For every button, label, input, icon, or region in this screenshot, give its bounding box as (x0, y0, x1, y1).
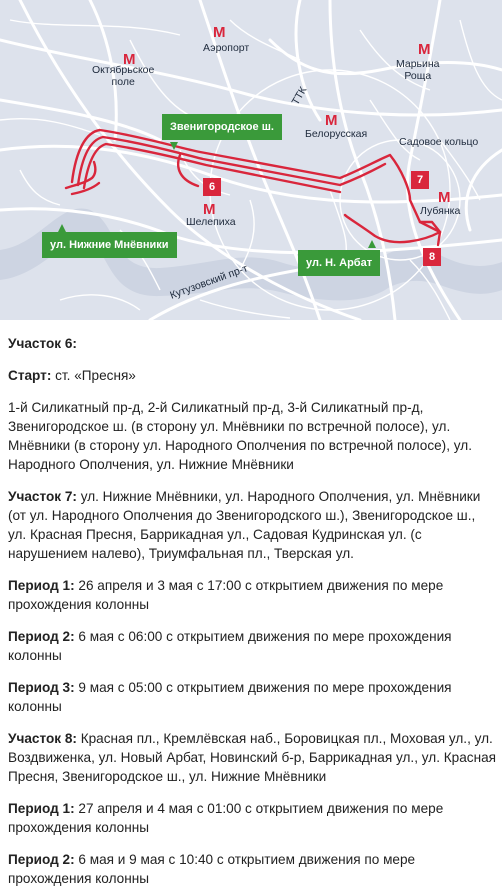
s7-period3-label: Период 3: (8, 680, 75, 695)
s8-period2-value: 6 мая и 9 мая с 10:40 с открытием движения по мере прохождения колонны (8, 852, 416, 886)
label-ttk: ТТК (289, 84, 310, 108)
metro-icon: М (418, 41, 431, 58)
s7-period2-value: 6 мая с 06:00 с открытием движения по мере прохождения колонны (8, 629, 452, 663)
metro-icon: М (325, 112, 338, 129)
section6-route: 1-й Силикатный пр-д, 2-й Силикатный пр-д, 3-й Силикатный пр-д, Звенигородское ш. (в сторону ул. Мнёвники по встречной полосе), ул. Мнёвники (в сторону ул. Народного Ополчения по встречной полосе), ул. Народного Ополчения, ул. Нижние Мнёвники (8, 400, 472, 472)
marker-7: 7 (411, 171, 429, 189)
section7-label: Участок 7: (8, 489, 77, 504)
callout-nizhnie-mnevniki: ул. Нижние Мнёвники (42, 232, 177, 258)
route-map (0, 0, 502, 320)
section8-route: Красная пл., Кремлёвская наб., Боровицкая пл., Моховая ул., ул. Воздвиженка, ул. Новый Арбат, Новинский б-р, Баррикадная ул., ул. Красная Пресня, Звенигородское ш., ул. Нижние Мнёвники (8, 731, 497, 784)
label-sadovoe-koltso: Садовое кольцо (399, 136, 479, 148)
s7-period2-label: Период 2: (8, 629, 75, 644)
marker-8: 8 (423, 248, 441, 266)
label-shelepikha: Шелепиха (186, 216, 236, 228)
label-kutuzovsky: Кутузовский пр-т (168, 262, 250, 302)
s8-period2-label: Период 2: (8, 852, 75, 867)
s7-period3-value: 9 мая с 05:00 с открытием движения по мере прохождения колонны (8, 680, 452, 714)
start-label: Старт: (8, 368, 52, 383)
marker-6: 6 (203, 178, 221, 196)
s8-period1-value: 27 апреля и 4 мая с 01:00 с открытием движения по мере прохождения колонны (8, 801, 444, 835)
metro-icon: М (203, 201, 216, 218)
section6-title: Участок 6: (8, 336, 77, 351)
label-belorusskaya: Белорусская (305, 128, 368, 140)
metro-icon: М (123, 51, 136, 68)
label-maryina-roshcha: Марьина Роща (396, 58, 440, 82)
callout-n-arbat: ул. Н. Арбат (298, 250, 380, 276)
section7-route: ул. Нижние Мнёвники, ул. Народного Ополчения, ул. Мнёвники (от ул. Народного Ополчения до Звенигородского ш.), Звенигородское ш., ул. Красная Пресня, Баррикадная ул., Садовая Кудринская ул. (с нарушением налево), Триумфальная пл., Тверская ул. (8, 489, 481, 561)
s7-period1-value: 26 апреля и 3 мая с 17:00 с открытием движения по мере прохождения колонны (8, 578, 444, 612)
label-lubyanka: Лубянка (420, 205, 461, 217)
closure-description (0, 320, 502, 888)
label-airport: Аэропорт (203, 42, 250, 54)
s8-period1-label: Период 1: (8, 801, 75, 816)
label-oktyabrskoe-pole: Октябрьское поле (92, 64, 155, 88)
section8-label: Участок 8: (8, 731, 77, 746)
start-value: ст. «Пресня» (51, 368, 136, 383)
metro-icon: М (438, 189, 451, 206)
callout-zvenigorodskoe: Звенигородское ш. (162, 114, 282, 140)
s7-period1-label: Период 1: (8, 578, 75, 593)
metro-icon: М (213, 24, 226, 41)
